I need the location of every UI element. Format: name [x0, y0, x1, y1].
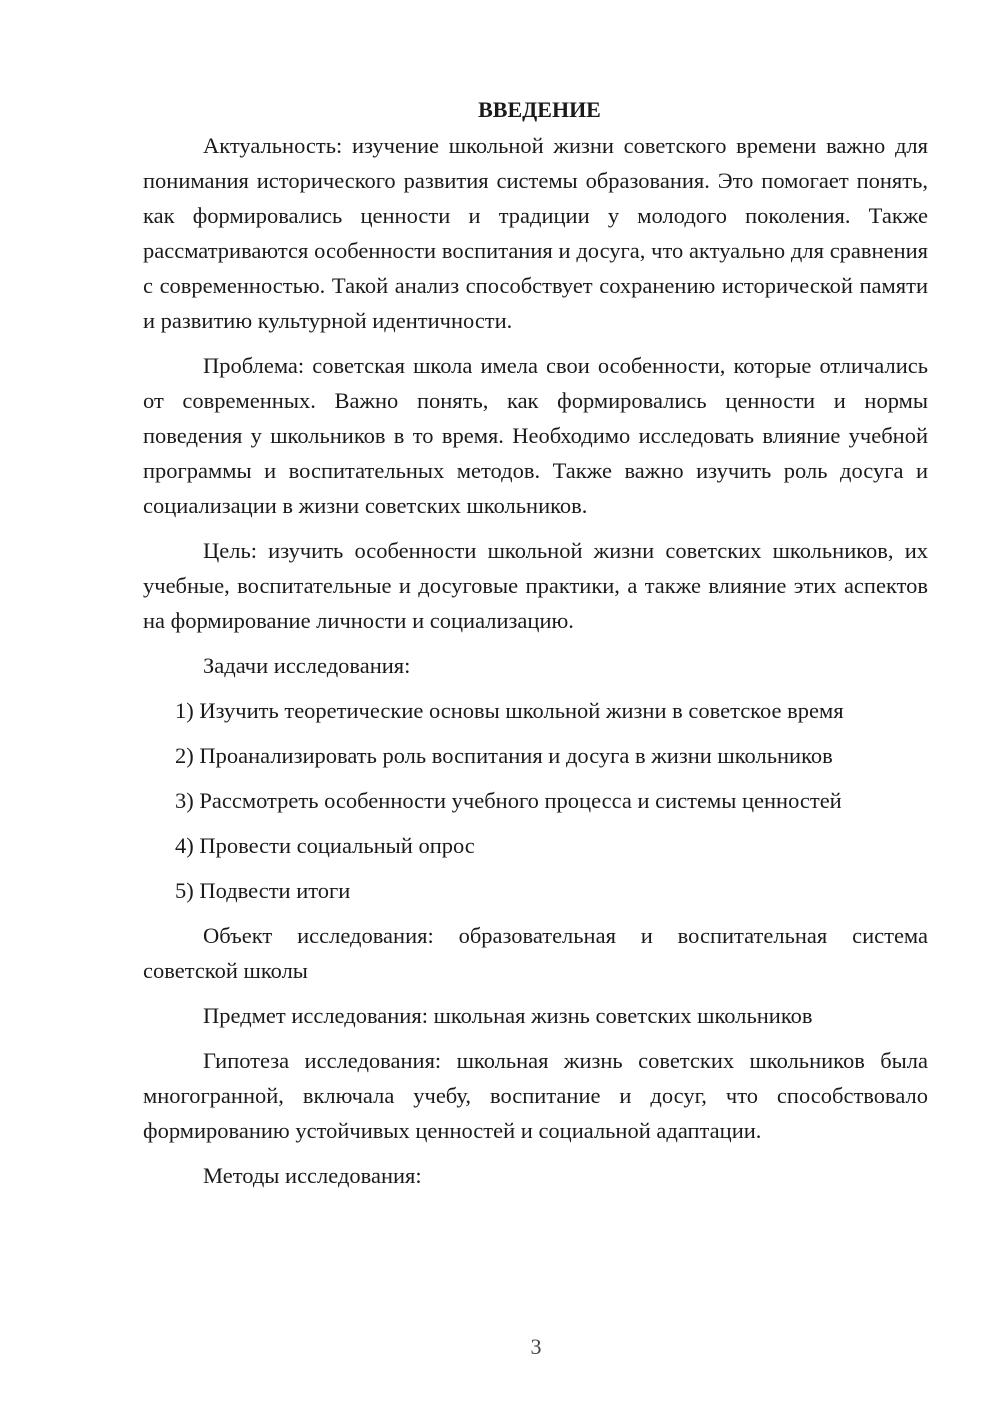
- goal-paragraph: Цель: изучить особенности школьной жизни советских школьников, их учебные, воспитательные и досуговые практики, а также влияние этих аспектов на формирование личности и социализацию.: [143, 538, 928, 633]
- tasks-heading: Задачи исследования:: [203, 653, 411, 678]
- page-content: [143, 92, 928, 1203]
- task-item: 4) Провести социальный опрос: [175, 833, 475, 858]
- methods-heading: Методы исследования:: [203, 1163, 422, 1188]
- hypothesis-paragraph: Гипотеза исследования: школьная жизнь советских школьников была многогранной, включала учебу, воспитание и досуг, что способствовало формированию устойчивых ценностей и социальной адаптации.: [143, 1048, 928, 1143]
- task-item: 2) Проанализировать роль воспитания и досуга в жизни школьников: [175, 743, 833, 768]
- task-item: 3) Рассмотреть особенности учебного процесса и системы ценностей: [175, 788, 842, 813]
- subject-paragraph: Предмет исследования: школьная жизнь советских школьников: [203, 1003, 813, 1028]
- section-title: ВВЕДЕНИЕ: [478, 97, 601, 122]
- problem-paragraph: Проблема: советская школа имела свои особенности, которые отличались от современных. Важно понять, как формировались ценности и нормы поведения у школьников в то время. Необходимо исследовать влияние учебной программы и воспитательных методов. Также важно изучить роль досуга и социализации в жизни советских школьников.: [143, 353, 928, 518]
- object-paragraph: Объект исследования: образовательная и воспитательная система советской школы: [143, 923, 928, 983]
- task-item: 1) Изучить теоретические основы школьной жизни в советское время: [175, 698, 844, 723]
- page-number: 3: [530, 1334, 542, 1359]
- relevance-paragraph: Актуальность: изучение школьной жизни советского времени важно для понимания исторического развития системы образования. Это помогает понять, как формировались ценности и традиции у молодого поколения. Также рассматриваются особенности воспитания и досуга, что актуально для сравнения с современностью. Такой анализ способствует сохранению исторической памяти и развитию культурной идентичности.: [143, 133, 928, 333]
- task-item: 5) Подвести итоги: [175, 878, 351, 903]
